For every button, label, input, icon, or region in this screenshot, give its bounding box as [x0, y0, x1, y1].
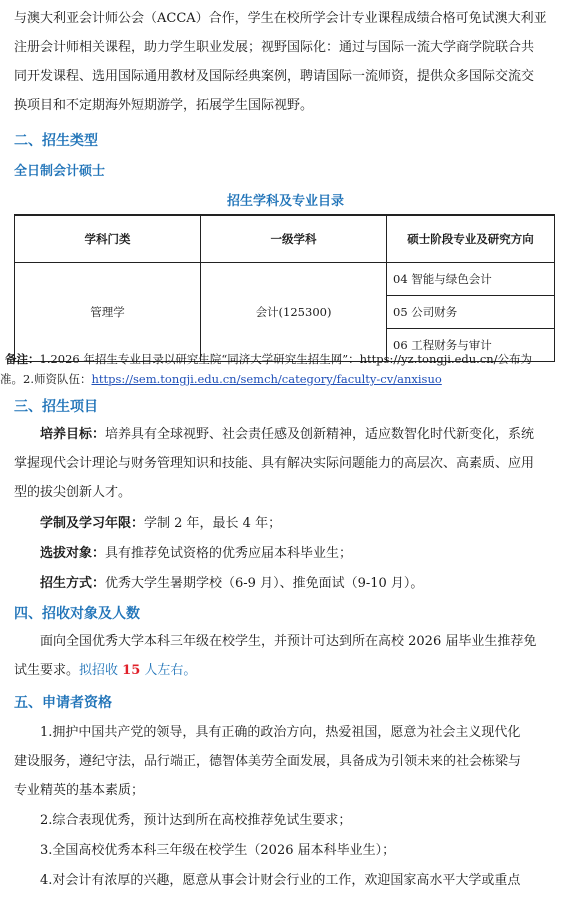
intro-line: 换项目和不定期海外短期游学，拓展学生国际视野。	[14, 98, 314, 113]
duration-line	[14, 509, 554, 538]
method-line	[14, 569, 554, 598]
section-heading-admission-type: 二、招生类型	[14, 133, 98, 149]
plan-suffix: 人左右。	[140, 663, 197, 678]
section-heading-program: 三、招生项目	[14, 399, 98, 415]
table-note-line1	[5, 349, 532, 369]
table-header-row	[15, 215, 555, 263]
intro-line: 与澳大利亚会计师公会（ACCA）合作，学生在校所学会计专业课程成绩合格可免试澳大利亚	[14, 11, 547, 26]
table-note-line2	[0, 369, 442, 389]
goal-paragraph	[14, 420, 554, 507]
target-text: 具有推荐免试资格的优秀应届本科毕业生；	[105, 546, 353, 561]
table-cell-direction: 05 公司财务	[387, 296, 555, 329]
intro-line: 注册会计师相关课程，助力学生职业发展；视野国际化：通过与国际一流大学商学院联合共	[14, 40, 535, 55]
table-row	[15, 263, 555, 296]
catalog-table	[14, 214, 555, 362]
duration-label: 学制及学习年限：	[40, 516, 145, 531]
table-header-cell: 学科门类	[15, 215, 201, 263]
plan-number: 15	[122, 663, 141, 678]
intro-paragraph	[14, 4, 554, 120]
target-label: 选拔对象：	[40, 546, 106, 561]
table-cell-direction: 06 工程财务与审计	[387, 329, 555, 362]
target-line	[14, 539, 554, 568]
enrollment-text: 试生要求。	[14, 663, 80, 678]
intro-line: 同开发课程、选用国际通用教材及国际经典案例，聘请国际一流师资，提供众多国际交流交	[14, 69, 535, 84]
note-text: 1.2026 年招生专业目录以研究生院“同济大学研究生招生网”：https://yz.tongji.edu.cn/公布为	[39, 352, 533, 366]
table-caption: 招生学科及专业目录	[226, 194, 344, 209]
plan-prefix: 拟招收	[79, 663, 123, 678]
table-cell-category: 管理学	[15, 263, 201, 362]
table-cell-direction: 04 智能与绿色会计	[387, 263, 555, 296]
table-header-cell: 硕士阶段专业及研究方向	[387, 215, 555, 263]
goal-label: 培养目标：	[40, 427, 106, 442]
eligibility-text: 建设服务，遵纪守法，品行端正，德智体美劳全面发展，具备成为引领未来的社会栋梁与	[14, 754, 522, 769]
note-text: 准。2.师资队伍：	[0, 372, 92, 386]
method-text: 优秀大学生暑期学校（6-9 月）、推免面试（9-10 月）。	[105, 576, 424, 591]
eligibility-item-1	[14, 718, 554, 805]
faculty-link[interactable]: https://sem.tongji.edu.cn/semch/category/faculty-cv/anxisuo	[91, 372, 442, 386]
duration-text: 学制 2 年，最长 4 年；	[144, 516, 282, 531]
note-label: 备注：	[5, 352, 40, 366]
goal-text: 培养具有全球视野、社会责任感及创新精神，适应数智化时代新变化，系统	[105, 427, 535, 442]
enrollment-paragraph	[14, 627, 554, 685]
eligibility-item-2: 2.综合表现优秀，预计达到所在高校推荐免试生要求；	[40, 813, 352, 828]
eligibility-item-3: 3.全国高校优秀本科三年级在校学生（2026 届本科毕业生）；	[40, 843, 396, 858]
table-header-cell: 一级学科	[201, 215, 387, 263]
enrollment-text: 面向全国优秀大学本科三年级在校学生，并预计可达到所在高校 2026 届毕业生推荐免	[40, 634, 537, 649]
program-subheading: 全日制会计硕士	[14, 164, 106, 179]
section-heading-eligibility: 五、申请者资格	[14, 695, 112, 711]
eligibility-item-4: 4.对会计有浓厚的兴趣，愿意从事会计财会行业的工作，欢迎国家高水平大学或重点	[40, 873, 521, 888]
goal-text: 型的拔尖创新人才。	[14, 485, 132, 500]
eligibility-text: 1.拥护中国共产党的领导，具有正确的政治方向，热爱祖国，愿意为社会主义现代化	[40, 725, 521, 740]
eligibility-text: 专业精英的基本素质；	[14, 783, 145, 798]
method-label: 招生方式：	[40, 576, 106, 591]
section-heading-enrollment: 四、招收对象及人数	[14, 606, 140, 622]
table-cell-discipline: 会计(125300)	[201, 263, 387, 362]
goal-text: 掌握现代会计理论与财务管理知识和技能、具有解决实际问题能力的高层次、高素质、应用	[14, 456, 535, 471]
